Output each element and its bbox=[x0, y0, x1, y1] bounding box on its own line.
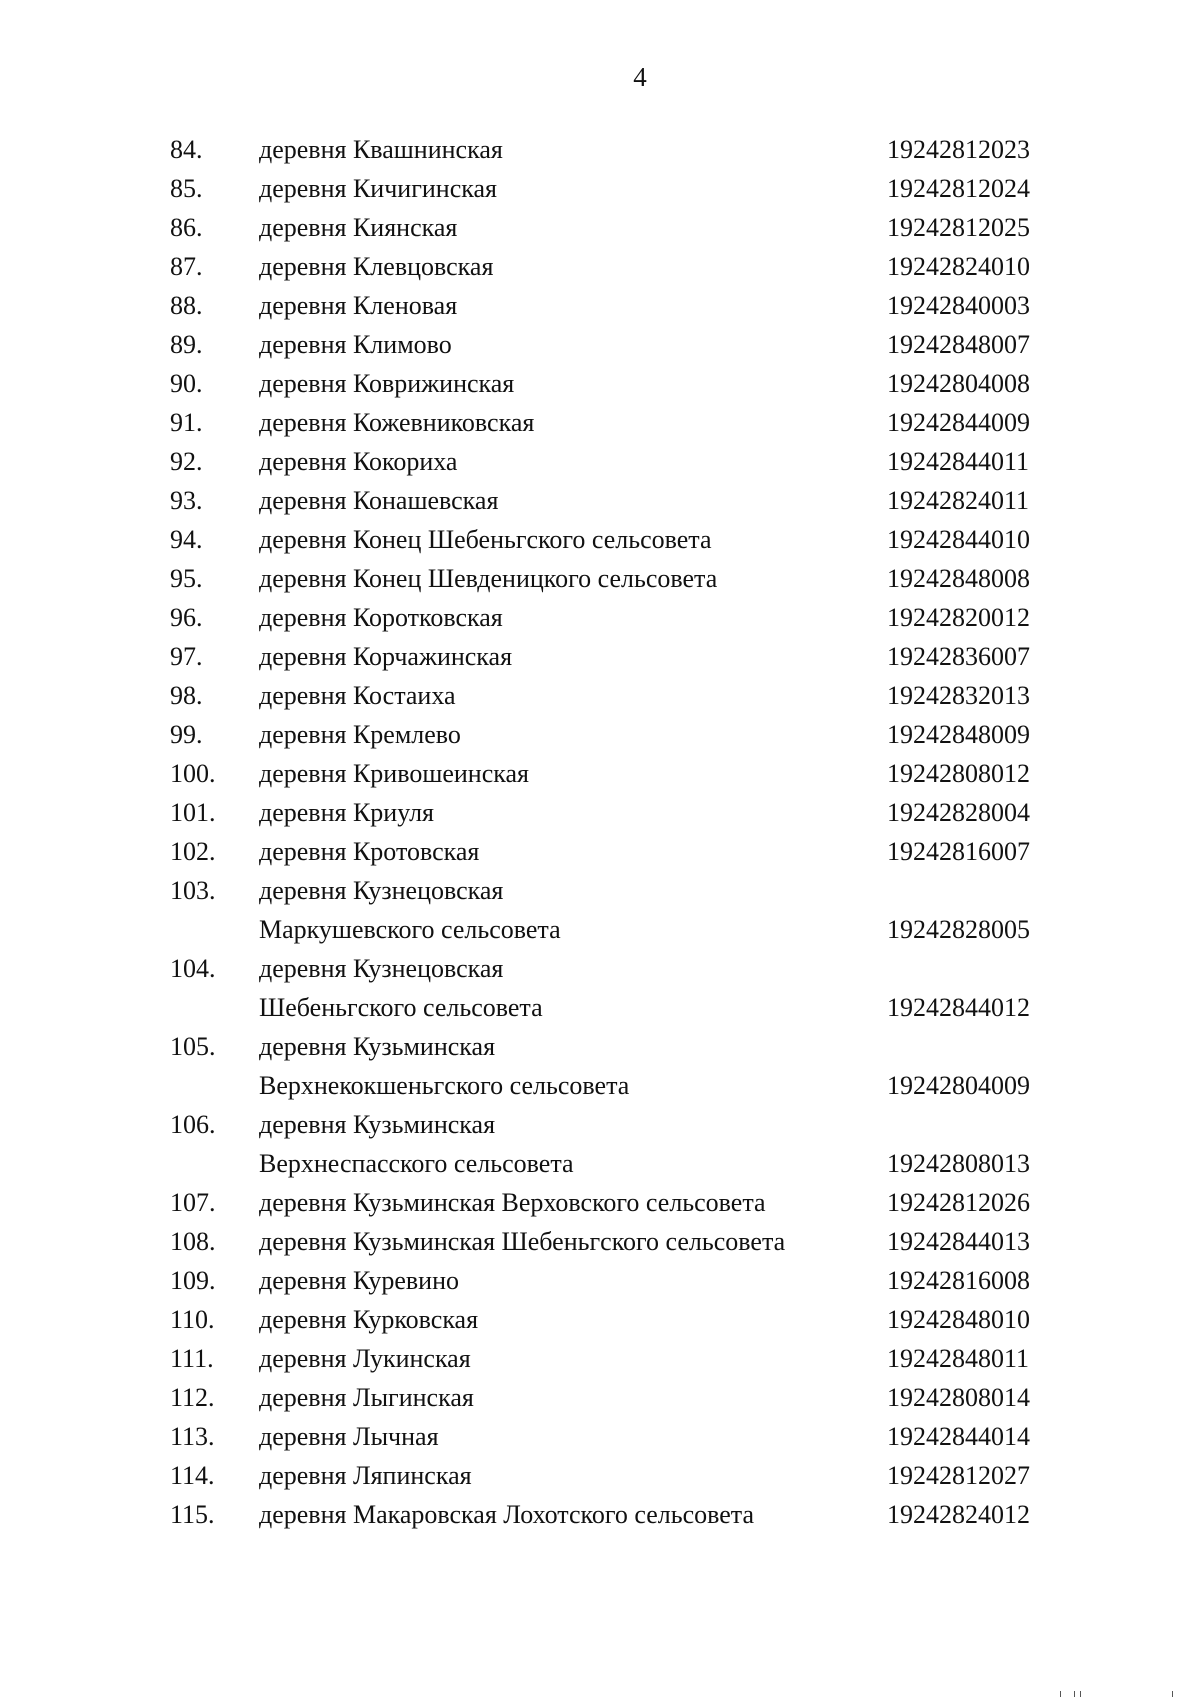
settlement-name-line: Верхнеспасского сельсовета bbox=[259, 1149, 574, 1178]
row-number: 106. bbox=[170, 1110, 216, 1139]
settlement-name bbox=[259, 949, 543, 1027]
row-number: 104. bbox=[170, 954, 216, 983]
oktmo-code: 19242812024 bbox=[887, 174, 1030, 203]
oktmo-code: 19242808012 bbox=[887, 759, 1030, 788]
settlement-name-line: деревня Кротовская bbox=[259, 837, 480, 866]
list-row bbox=[0, 1456, 1200, 1495]
settlement-name-line: деревня Кузьминская bbox=[259, 1032, 496, 1061]
list-row bbox=[0, 169, 1200, 208]
row-number: 86. bbox=[170, 213, 203, 242]
settlement-name bbox=[259, 1378, 474, 1417]
row-number: 105. bbox=[170, 1032, 216, 1061]
settlement-name-line: деревня Костаиха bbox=[259, 681, 456, 710]
list-row bbox=[0, 247, 1200, 286]
list-row bbox=[0, 1300, 1200, 1339]
oktmo-code: 19242804009 bbox=[887, 1071, 1030, 1100]
oktmo-code: 19242836007 bbox=[887, 642, 1030, 671]
settlement-name-line: деревня Курковская bbox=[259, 1305, 479, 1334]
list-row bbox=[0, 793, 1200, 832]
row-number: 102. bbox=[170, 837, 216, 866]
oktmo-code: 19242824010 bbox=[887, 252, 1030, 281]
oktmo-code: 19242808014 bbox=[887, 1383, 1030, 1412]
settlement-name bbox=[259, 1339, 471, 1378]
oktmo-code: 19242816007 bbox=[887, 837, 1030, 866]
settlement-name-line: деревня Квашнинская bbox=[259, 135, 503, 164]
settlement-name bbox=[259, 1027, 629, 1105]
settlement-name-line: деревня Кузнецовская bbox=[259, 876, 504, 905]
list-row bbox=[0, 1105, 1200, 1183]
row-number: 110. bbox=[170, 1305, 215, 1334]
oktmo-code: 19242848011 bbox=[887, 1344, 1030, 1373]
settlement-name-line: деревня Кузьминская Шебеньгского сельсовета bbox=[259, 1227, 786, 1256]
oktmo-code: 19242844011 bbox=[887, 447, 1030, 476]
settlement-name-line: деревня Кузнецовская bbox=[259, 954, 504, 983]
settlement-list bbox=[0, 130, 1200, 1534]
list-row bbox=[0, 949, 1200, 1027]
settlement-name-line: деревня Лыгинская bbox=[259, 1383, 474, 1412]
oktmo-code: 19242804008 bbox=[887, 369, 1030, 398]
settlement-name bbox=[259, 520, 712, 559]
list-row bbox=[0, 325, 1200, 364]
settlement-name bbox=[259, 364, 514, 403]
list-row bbox=[0, 520, 1200, 559]
list-row bbox=[0, 1183, 1200, 1222]
oktmo-code: 19242840003 bbox=[887, 291, 1030, 320]
row-number: 92. bbox=[170, 447, 203, 476]
settlement-name bbox=[259, 754, 529, 793]
settlement-name bbox=[259, 637, 512, 676]
row-number: 88. bbox=[170, 291, 203, 320]
settlement-name-line: деревня Лычная bbox=[259, 1422, 439, 1451]
oktmo-code: 19242812023 bbox=[887, 135, 1030, 164]
oktmo-code: 19242824011 bbox=[887, 486, 1030, 515]
oktmo-code: 19242812027 bbox=[887, 1461, 1030, 1490]
oktmo-code: 19242848010 bbox=[887, 1305, 1030, 1334]
settlement-name-line: деревня Макаровская Лохотского сельсовета bbox=[259, 1500, 755, 1529]
settlement-name-line: деревня Кожевниковская bbox=[259, 408, 535, 437]
settlement-name-line: деревня Кремлево bbox=[259, 720, 461, 749]
row-number: 107. bbox=[170, 1188, 216, 1217]
list-row bbox=[0, 715, 1200, 754]
list-row bbox=[0, 130, 1200, 169]
row-number: 103. bbox=[170, 876, 216, 905]
row-number: 97. bbox=[170, 642, 203, 671]
row-number: 95. bbox=[170, 564, 203, 593]
row-number: 108. bbox=[170, 1227, 216, 1256]
oktmo-code: 19242828005 bbox=[887, 915, 1030, 944]
oktmo-code: 19242816008 bbox=[887, 1266, 1030, 1295]
settlement-name bbox=[259, 325, 452, 364]
oktmo-code: 19242844012 bbox=[887, 993, 1030, 1022]
list-row bbox=[0, 1261, 1200, 1300]
settlement-name bbox=[259, 1222, 785, 1261]
settlement-name bbox=[259, 1261, 459, 1300]
settlement-name bbox=[259, 1495, 754, 1534]
settlement-name-line: деревня Кленовая bbox=[259, 291, 458, 320]
scan-artifact bbox=[1080, 1691, 1081, 1697]
settlement-name-line: деревня Киянская bbox=[259, 213, 458, 242]
row-number: 115. bbox=[170, 1500, 215, 1529]
settlement-name bbox=[259, 286, 457, 325]
list-row bbox=[0, 637, 1200, 676]
row-number: 99. bbox=[170, 720, 203, 749]
row-number: 112. bbox=[170, 1383, 215, 1412]
settlement-name bbox=[259, 715, 461, 754]
list-row bbox=[0, 1378, 1200, 1417]
row-number: 114. bbox=[170, 1461, 215, 1490]
settlement-name-line: деревня Кузьминская Верховского сельсовета bbox=[259, 1188, 766, 1217]
list-row bbox=[0, 559, 1200, 598]
settlement-name-line: деревня Ляпинская bbox=[259, 1461, 472, 1490]
oktmo-code: 19242844010 bbox=[887, 525, 1030, 554]
settlement-name-line: деревня Клевцовская bbox=[259, 252, 494, 281]
list-row bbox=[0, 442, 1200, 481]
settlement-name-line: деревня Конашевская bbox=[259, 486, 499, 515]
settlement-name-line: Маркушевского сельсовета bbox=[259, 915, 561, 944]
oktmo-code: 19242848008 bbox=[887, 564, 1030, 593]
row-number: 109. bbox=[170, 1266, 216, 1295]
list-row bbox=[0, 676, 1200, 715]
oktmo-code: 19242848009 bbox=[887, 720, 1030, 749]
list-row bbox=[0, 403, 1200, 442]
list-row bbox=[0, 286, 1200, 325]
oktmo-code: 19242808013 bbox=[887, 1149, 1030, 1178]
row-number: 90. bbox=[170, 369, 203, 398]
settlement-name-line: Верхнекокшеньгского сельсовета bbox=[259, 1071, 630, 1100]
oktmo-code: 19242844014 bbox=[887, 1422, 1030, 1451]
oktmo-code: 19242832013 bbox=[887, 681, 1030, 710]
row-number: 93. bbox=[170, 486, 203, 515]
settlement-name bbox=[259, 871, 561, 949]
settlement-name-line: деревня Кичигинская bbox=[259, 174, 497, 203]
settlement-name-line: деревня Куревино bbox=[259, 1266, 459, 1295]
page-number: 4 bbox=[633, 62, 647, 92]
settlement-name-line: Шебеньгского сельсовета bbox=[259, 993, 543, 1022]
oktmo-code: 19242828004 bbox=[887, 798, 1030, 827]
settlement-name bbox=[259, 1183, 766, 1222]
list-row bbox=[0, 871, 1200, 949]
scan-artifact bbox=[1074, 1691, 1075, 1697]
list-row bbox=[0, 364, 1200, 403]
settlement-name-line: деревня Коротковская bbox=[259, 603, 503, 632]
row-number: 101. bbox=[170, 798, 216, 827]
row-number: 87. bbox=[170, 252, 203, 281]
row-number: 85. bbox=[170, 174, 203, 203]
oktmo-code: 19242812026 bbox=[887, 1188, 1030, 1217]
scan-artifact bbox=[1172, 1691, 1173, 1697]
settlement-name-line: деревня Кривошеинская bbox=[259, 759, 529, 788]
settlement-name bbox=[259, 1456, 472, 1495]
settlement-name-line: деревня Коврижинская bbox=[259, 369, 515, 398]
oktmo-code: 19242848007 bbox=[887, 330, 1030, 359]
row-number: 98. bbox=[170, 681, 203, 710]
row-number: 113. bbox=[170, 1422, 215, 1451]
settlement-name-line: деревня Климово bbox=[259, 330, 452, 359]
oktmo-code: 19242844009 bbox=[887, 408, 1030, 437]
oktmo-code: 19242812025 bbox=[887, 213, 1030, 242]
scan-artifact bbox=[1060, 1691, 1061, 1697]
settlement-name-line: деревня Лукинская bbox=[259, 1344, 471, 1373]
settlement-name-line: деревня Конец Шебеньгского сельсовета bbox=[259, 525, 712, 554]
settlement-name-line: деревня Криуля bbox=[259, 798, 435, 827]
list-row bbox=[0, 832, 1200, 871]
settlement-name bbox=[259, 598, 503, 637]
list-row bbox=[0, 208, 1200, 247]
settlement-name-line: деревня Кокориха bbox=[259, 447, 458, 476]
list-row bbox=[0, 1222, 1200, 1261]
row-number: 100. bbox=[170, 759, 216, 788]
oktmo-code: 19242820012 bbox=[887, 603, 1030, 632]
oktmo-code: 19242844013 bbox=[887, 1227, 1030, 1256]
list-row bbox=[0, 481, 1200, 520]
row-number: 91. bbox=[170, 408, 203, 437]
row-number: 89. bbox=[170, 330, 203, 359]
settlement-name bbox=[259, 403, 534, 442]
settlement-name bbox=[259, 1300, 478, 1339]
settlement-name bbox=[259, 247, 493, 286]
settlement-name bbox=[259, 481, 498, 520]
list-row bbox=[0, 754, 1200, 793]
list-row bbox=[0, 1495, 1200, 1534]
settlement-name bbox=[259, 208, 457, 247]
row-number: 94. bbox=[170, 525, 203, 554]
settlement-name bbox=[259, 130, 503, 169]
settlement-name bbox=[259, 676, 456, 715]
settlement-name bbox=[259, 442, 457, 481]
settlement-name bbox=[259, 559, 717, 598]
row-number: 96. bbox=[170, 603, 203, 632]
settlement-name-line: деревня Конец Шевденицкого сельсовета bbox=[259, 564, 718, 593]
list-row bbox=[0, 598, 1200, 637]
list-row bbox=[0, 1027, 1200, 1105]
list-row bbox=[0, 1339, 1200, 1378]
settlement-name bbox=[259, 1105, 574, 1183]
list-row bbox=[0, 1417, 1200, 1456]
settlement-name bbox=[259, 1417, 439, 1456]
settlement-name-line: деревня Корчажинская bbox=[259, 642, 513, 671]
oktmo-code: 19242824012 bbox=[887, 1500, 1030, 1529]
row-number: 111. bbox=[170, 1344, 214, 1373]
settlement-name bbox=[259, 832, 479, 871]
settlement-name bbox=[259, 793, 434, 832]
settlement-name bbox=[259, 169, 497, 208]
row-number: 84. bbox=[170, 135, 203, 164]
settlement-name-line: деревня Кузьминская bbox=[259, 1110, 496, 1139]
